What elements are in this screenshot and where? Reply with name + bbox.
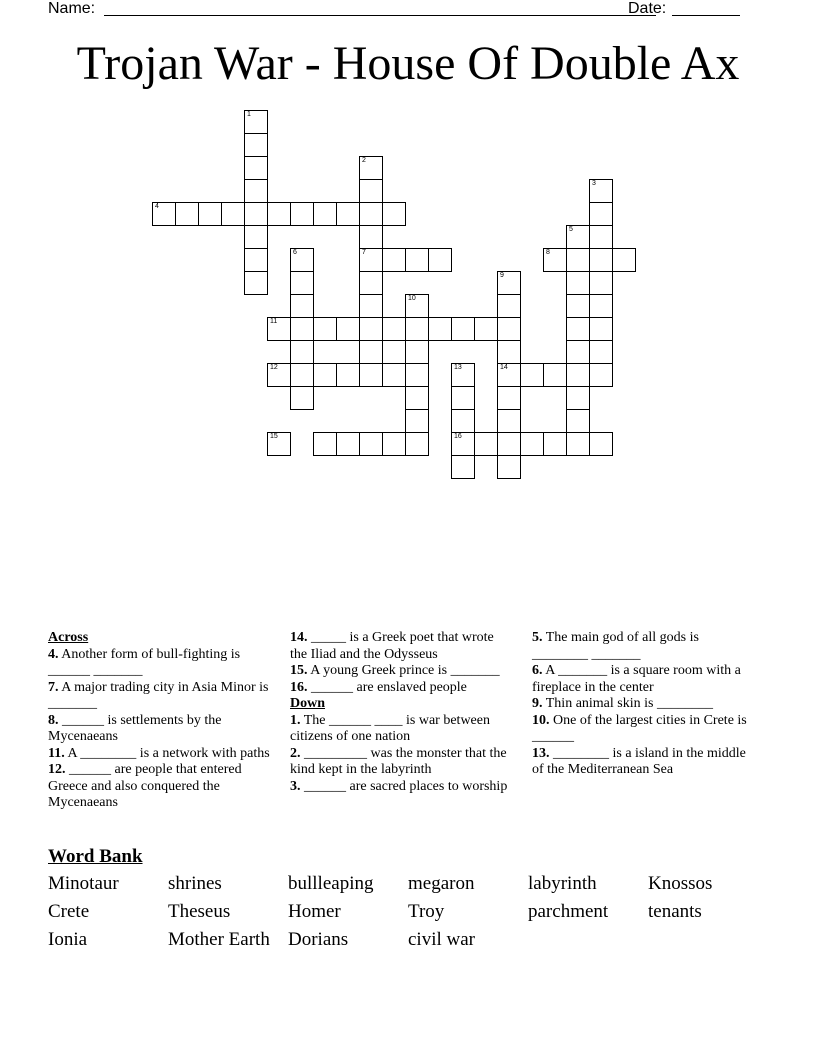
grid-cell[interactable] xyxy=(566,340,590,364)
clues-column-3 xyxy=(532,630,754,779)
grid-cell[interactable] xyxy=(497,455,521,479)
word-bank-item: shrines xyxy=(168,873,222,894)
clue-item xyxy=(290,713,512,746)
grid-cell[interactable] xyxy=(244,202,268,226)
word-bank-title: Word Bank xyxy=(48,846,143,867)
grid-cell[interactable] xyxy=(451,455,475,479)
clue-number: 3 xyxy=(592,180,596,187)
clue-item-text: ______ is settlements by the Mycenaeans xyxy=(48,712,222,744)
clue-item-text: The ______ ____ is war between citizens of one nation xyxy=(290,712,490,744)
grid-cell[interactable] xyxy=(244,110,268,134)
word-bank-item: Theseus xyxy=(168,901,231,922)
grid-cell[interactable] xyxy=(359,179,383,203)
clue-number: 9 xyxy=(500,272,504,279)
clue-item-text: A _______ is a square room with a fireplace in the center xyxy=(532,663,741,695)
clue-number: 14 xyxy=(500,364,508,371)
clue-number: 6 xyxy=(293,249,297,256)
grid-cell[interactable] xyxy=(566,317,590,341)
clues-column-2 xyxy=(290,630,512,795)
grid-cell[interactable] xyxy=(520,432,544,456)
clue-item xyxy=(290,630,512,663)
clue-item-number: 11. xyxy=(48,745,65,761)
grid-cell[interactable] xyxy=(589,271,613,295)
grid-cell[interactable] xyxy=(451,317,475,341)
grid-cell[interactable] xyxy=(359,432,383,456)
clue-number: 11 xyxy=(270,318,278,325)
word-bank-item: labyrinth xyxy=(528,873,597,894)
grid-cell[interactable] xyxy=(359,156,383,180)
grid-cell[interactable] xyxy=(382,248,406,272)
grid-cell[interactable] xyxy=(497,386,521,410)
clue-item-number: 9. xyxy=(532,696,543,711)
grid-cell[interactable] xyxy=(313,202,337,226)
word-bank-item: civil war xyxy=(408,929,476,950)
grid-cell[interactable] xyxy=(497,340,521,364)
grid-cell[interactable] xyxy=(566,432,590,456)
clue-number: 4 xyxy=(155,203,159,210)
clue-item-number: 4. xyxy=(48,646,59,662)
grid-cell[interactable] xyxy=(566,386,590,410)
word-bank-item: bullleaping xyxy=(288,873,374,894)
grid-cell[interactable] xyxy=(244,271,268,295)
clue-item-text: ______ are enslaved people xyxy=(307,679,467,695)
grid-cell[interactable] xyxy=(543,248,567,272)
grid-cell[interactable] xyxy=(244,156,268,180)
grid-cell[interactable] xyxy=(267,432,291,456)
clue-item xyxy=(532,713,754,746)
grid-cell[interactable] xyxy=(313,432,337,456)
grid-cell[interactable] xyxy=(267,363,291,387)
grid-cell[interactable] xyxy=(175,202,199,226)
grid-cell[interactable] xyxy=(566,409,590,433)
clue-item xyxy=(290,680,512,697)
grid-cell[interactable] xyxy=(589,202,613,226)
clue-number: 5 xyxy=(569,226,573,233)
clue-number: 16 xyxy=(454,433,462,440)
clue-item-text: ______ are sacred places to worship xyxy=(300,778,508,794)
clue-item xyxy=(48,713,270,746)
clue-item xyxy=(48,647,270,680)
grid-cell[interactable] xyxy=(405,409,429,433)
clue-number: 13 xyxy=(454,364,462,371)
grid-cell[interactable] xyxy=(497,294,521,318)
grid-cell[interactable] xyxy=(451,363,475,387)
grid-cell[interactable] xyxy=(451,409,475,433)
grid-cell[interactable] xyxy=(290,363,314,387)
clue-item-text: The main god of all gods is ________ _______ xyxy=(532,630,699,662)
grid-cell[interactable] xyxy=(405,386,429,410)
clue-item-text: One of the largest cities in Crete is ______ xyxy=(532,712,747,744)
grid-cell[interactable] xyxy=(589,340,613,364)
grid-cell[interactable] xyxy=(359,317,383,341)
clue-number: 7 xyxy=(362,249,366,256)
grid-cell[interactable] xyxy=(244,133,268,157)
grid-cell[interactable] xyxy=(474,317,498,341)
clue-item-number: 13. xyxy=(532,745,550,761)
grid-cell[interactable] xyxy=(244,179,268,203)
grid-cell[interactable] xyxy=(198,202,222,226)
clue-item-text: _________ was the monster that the kind kept in the labyrinth xyxy=(290,745,507,777)
grid-cell[interactable] xyxy=(359,225,383,249)
clue-item-number: 10. xyxy=(532,712,550,728)
grid-cell[interactable] xyxy=(497,271,521,295)
clue-number: 2 xyxy=(362,157,366,164)
grid-cell[interactable] xyxy=(589,363,613,387)
clue-item-number: 7. xyxy=(48,679,59,695)
clue-number: 12 xyxy=(270,364,278,371)
clue-item-number: 5. xyxy=(532,630,543,645)
name-label: Name: xyxy=(48,0,96,17)
grid-cell[interactable] xyxy=(336,432,360,456)
clue-item-number: 1. xyxy=(290,712,301,728)
clue-number: 8 xyxy=(546,249,550,256)
grid-cell[interactable] xyxy=(497,432,521,456)
clue-item xyxy=(532,663,754,696)
clue-item-text: Thin animal skin is ________ xyxy=(542,696,713,711)
grid-cell[interactable] xyxy=(382,202,406,226)
grid-cell[interactable] xyxy=(612,248,636,272)
clue-item xyxy=(290,746,512,779)
grid-cell[interactable] xyxy=(382,317,406,341)
grid-cell[interactable] xyxy=(359,248,383,272)
grid-cell[interactable] xyxy=(267,317,291,341)
clue-item-number: 14. xyxy=(290,630,308,645)
clue-number: 10 xyxy=(408,295,416,302)
grid-cell[interactable] xyxy=(543,432,567,456)
grid-cell[interactable] xyxy=(359,340,383,364)
grid-cell[interactable] xyxy=(566,225,590,249)
clue-item xyxy=(48,680,270,713)
grid-cell[interactable] xyxy=(290,248,314,272)
clue-item-number: 2. xyxy=(290,745,301,761)
grid-cell[interactable] xyxy=(589,225,613,249)
clue-item-text: A ________ is a network with paths xyxy=(64,745,270,761)
grid-cell[interactable] xyxy=(474,432,498,456)
grid-cell[interactable] xyxy=(497,409,521,433)
grid-cell[interactable] xyxy=(267,202,291,226)
grid-cell[interactable] xyxy=(566,363,590,387)
grid-cell[interactable] xyxy=(428,248,452,272)
grid-cell[interactable] xyxy=(290,340,314,364)
grid-cell[interactable] xyxy=(405,294,429,318)
clue-heading: Down xyxy=(290,696,326,711)
grid-cell[interactable] xyxy=(244,225,268,249)
grid-cell[interactable] xyxy=(290,294,314,318)
grid-cell[interactable] xyxy=(359,271,383,295)
word-bank-item: Mother Earth xyxy=(168,929,270,950)
grid-cell[interactable] xyxy=(313,317,337,341)
grid-cell[interactable] xyxy=(336,317,360,341)
date-label: Date: xyxy=(628,0,667,17)
grid-cell[interactable] xyxy=(520,363,544,387)
clue-item-text: A young Greek prince is _______ xyxy=(307,663,500,678)
clue-item-number: 12. xyxy=(48,762,66,777)
word-bank-item: Homer xyxy=(288,901,341,922)
word-bank-item: Troy xyxy=(408,901,445,922)
grid-cell[interactable] xyxy=(497,317,521,341)
grid-cell[interactable] xyxy=(405,363,429,387)
word-bank-item: megaron xyxy=(408,873,475,894)
word-bank-item: Knossos xyxy=(648,873,713,894)
grid-cell[interactable] xyxy=(290,386,314,410)
grid-cell[interactable] xyxy=(359,202,383,226)
grid-cell[interactable] xyxy=(290,317,314,341)
grid-cell[interactable] xyxy=(543,363,567,387)
grid-cell[interactable] xyxy=(382,363,406,387)
clue-item xyxy=(48,762,270,812)
word-bank-item: Dorians xyxy=(288,929,349,950)
clue-item xyxy=(532,746,754,779)
clues-column-1 xyxy=(48,630,270,812)
grid-cell[interactable] xyxy=(359,363,383,387)
word-bank-item: Crete xyxy=(48,901,90,922)
grid-cell[interactable] xyxy=(221,202,245,226)
crossword-grid xyxy=(0,0,816,500)
grid-cell[interactable] xyxy=(290,271,314,295)
grid-cell[interactable] xyxy=(405,248,429,272)
grid-cell[interactable] xyxy=(497,363,521,387)
clue-item-text: A major trading city in Asia Minor is _______ xyxy=(48,679,269,711)
word-bank-item: tenants xyxy=(648,901,702,922)
clue-item-number: 3. xyxy=(290,778,301,794)
grid-cell[interactable] xyxy=(589,432,613,456)
clue-item-number: 6. xyxy=(532,663,543,678)
clue-item-text: ______ are people that entered Greece and also conquered the Mycenaeans xyxy=(48,762,242,810)
clue-item xyxy=(290,779,512,796)
grid-cell[interactable] xyxy=(336,363,360,387)
grid-cell[interactable] xyxy=(566,271,590,295)
grid-cell[interactable] xyxy=(589,294,613,318)
grid-cell[interactable] xyxy=(152,202,176,226)
page-title: Trojan War - House Of Double Ax xyxy=(76,37,740,90)
word-bank-item: parchment xyxy=(528,901,609,922)
grid-cell[interactable] xyxy=(589,248,613,272)
clue-item-text: Another form of bull-fighting is ______ _______ xyxy=(48,646,241,678)
grid-cell[interactable] xyxy=(382,432,406,456)
grid-cell[interactable] xyxy=(566,294,590,318)
clue-item xyxy=(532,696,754,713)
clue-heading: Across xyxy=(48,630,89,645)
clue-number: 1 xyxy=(247,111,251,118)
clue-item-number: 16. xyxy=(290,679,308,695)
grid-cell[interactable] xyxy=(290,202,314,226)
grid-cell[interactable] xyxy=(451,432,475,456)
clue-item xyxy=(48,746,270,763)
grid-cell[interactable] xyxy=(405,432,429,456)
grid-cell[interactable] xyxy=(244,248,268,272)
grid-cell[interactable] xyxy=(566,248,590,272)
grid-cell[interactable] xyxy=(428,317,452,341)
grid-cell[interactable] xyxy=(313,363,337,387)
grid-cell[interactable] xyxy=(589,317,613,341)
grid-cell[interactable] xyxy=(359,294,383,318)
clue-item xyxy=(532,630,754,663)
grid-cell[interactable] xyxy=(589,179,613,203)
clue-item-text: _____ is a Greek poet that wrote the Iliad and the Odysseus xyxy=(290,630,494,662)
grid-cell[interactable] xyxy=(451,386,475,410)
clue-number: 15 xyxy=(270,433,278,440)
grid-cell[interactable] xyxy=(336,202,360,226)
clue-item-text: ________ is a island in the middle of the Mediterranean Sea xyxy=(532,745,746,777)
clue-item-number: 15. xyxy=(290,663,308,678)
word-bank-item: Ionia xyxy=(48,929,88,950)
grid-cell[interactable] xyxy=(405,340,429,364)
clue-item xyxy=(290,663,512,680)
clue-item-number: 8. xyxy=(48,712,59,728)
word-bank-item: Minotaur xyxy=(48,873,119,894)
grid-cell[interactable] xyxy=(405,317,429,341)
